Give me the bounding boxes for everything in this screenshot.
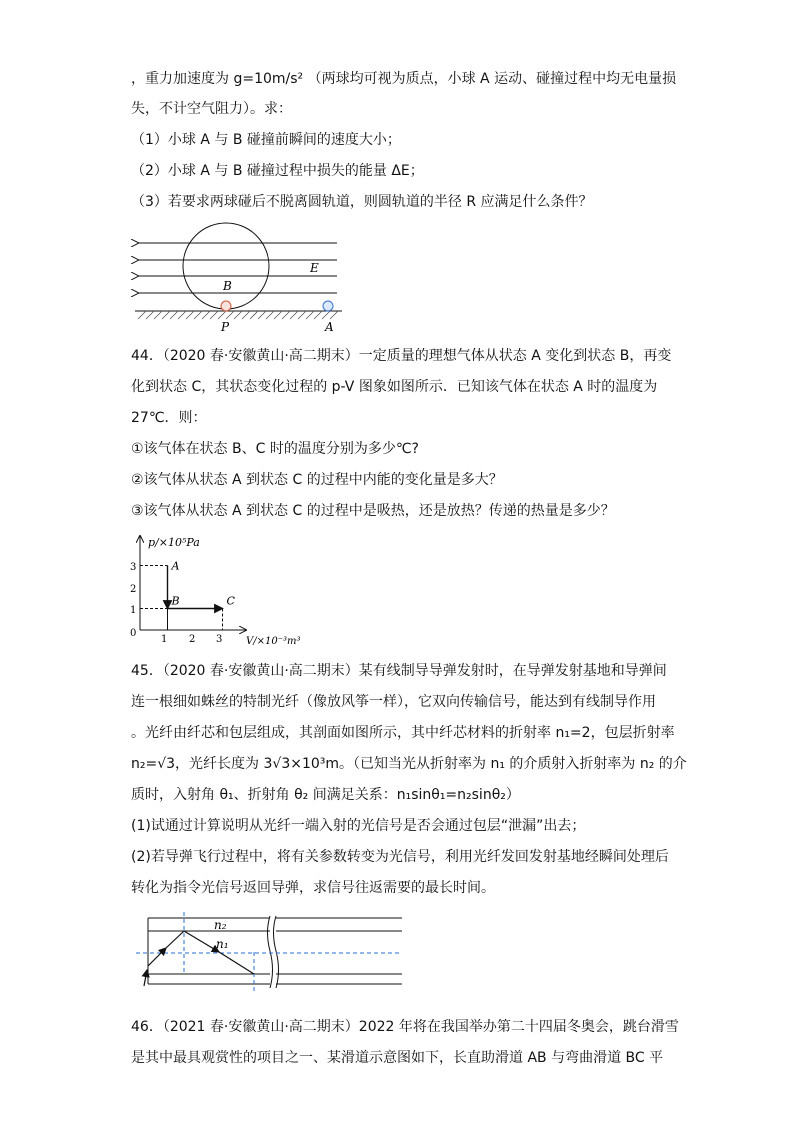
q45-subquestion-1: (1)试通过计算说明从光纤一端入射的光信号是否会通过包层“泄漏”出去；	[131, 818, 586, 834]
break-mark-left	[268, 916, 273, 988]
q43-subquestion-2: （2）小球 A 与 B 碰撞过程中损失的能量 ΔE；	[131, 163, 424, 179]
q45-line-5: 质时，入射角 θ₁、折射角 θ₂ 间满足关系：n₁sinθ₁=n₂sinθ₂）	[131, 787, 520, 803]
q45-line-2: 连一根细如蛛丝的特制光纤（像放风筝一样），它双向传输信号，能达到有线制导作用	[131, 694, 656, 710]
q45-subquestion-2b: 转化为指令光信号返回导弹，求信号往返需要的最长时间。	[131, 880, 495, 896]
label-a: A	[325, 320, 334, 334]
refracted-ray-2	[166, 931, 184, 948]
optical-fiber-figure	[134, 912, 404, 998]
q45-line-4: n₂=√3，光纤长度为 3√3×10³m。（已知当光从折射率为 n₁ 的介质射入折射率为 n₂ 的介	[131, 756, 687, 772]
q45-line-3: 。光纤由纤芯和包层组成，其剖面如图所示，其中纤芯材料的折射率 n₁=2，包层折射率	[131, 725, 675, 741]
q44-subquestion-2: ②该气体从状态 A 到状态 C 的过程中内能的变化量是多大？	[131, 472, 503, 488]
x-tick-2: 2	[189, 634, 196, 645]
origin-label: 0	[130, 628, 137, 639]
q44-line-1: 44．（2020 春·安徽黄山·高二期末）一定质量的理想气体从状态 A 变化到状态 B，再变	[131, 348, 672, 364]
x-axis-label: V/×10⁻³m³	[246, 636, 301, 647]
point-label-a: A	[171, 559, 180, 573]
pv-graph	[128, 530, 318, 648]
q45-line-1: 45．（2020 春·安徽黄山·高二期末）某有线制导导弹发射时，在导弹发射基地和导弹间	[131, 663, 667, 679]
label-n2: n₂	[214, 918, 227, 932]
y-tick-1: 1	[130, 605, 137, 616]
reflected-ray-1	[184, 931, 219, 952]
field-lines	[138, 243, 337, 293]
label-p: P	[221, 320, 230, 334]
label-e: E	[310, 261, 319, 275]
q43-subquestion-1: （1）小球 A 与 B 碰撞前瞬间的速度大小；	[131, 132, 401, 148]
q46-line-2: 是其中最具观赏性的项目之一、某滑道示意图如下，长直助滑道 AB 与弯曲滑道 BC 平	[131, 1050, 664, 1066]
reflected-ray-2	[219, 952, 254, 974]
refracted-ray-1	[148, 948, 166, 966]
x-tick-3: 3	[216, 634, 223, 645]
y-tick-3: 3	[130, 562, 137, 573]
x-tick-1: 1	[161, 634, 168, 645]
break-mark-right	[274, 916, 279, 988]
q44-subquestion-3: ③该气体从状态 A 到状态 C 的过程中是吸热，还是放热？传递的热量是多少？	[131, 503, 615, 519]
circular-track	[183, 223, 269, 309]
q45-subquestion-2a: (2)若导弹飞行过程中，将有关参数转变为光信号，利用光纤发回发射基地经瞬间处理后	[131, 849, 669, 865]
label-b: B	[223, 279, 232, 293]
point-label-b: B	[171, 594, 180, 608]
guide-lines	[140, 566, 223, 631]
q43-subquestion-3: （3）若要求两球碰后不脱离圆轨道，则圆轨道的半径 R 应满足什么条件？	[131, 194, 593, 210]
point-label-c: C	[226, 594, 235, 608]
ball-b	[221, 301, 231, 311]
q46-line-1: 46．（2021 春·安徽黄山·高二期末）2022 年将在我国举办第二十四届冬奥会，跳台滑雪	[131, 1019, 679, 1035]
y-axis-label: p/×10⁵Pa	[148, 536, 200, 549]
label-n1: n₁	[216, 937, 229, 951]
ground-hatch	[138, 311, 338, 319]
y-tick-2: 2	[130, 584, 137, 595]
ball-a	[323, 301, 333, 311]
circular-track-figure	[130, 218, 350, 338]
q43-line-1: ，重力加速度为 g=10m/s² （两球均可视为质点，小球 A 运动、碰撞过程中均无电量损	[131, 71, 677, 87]
q43-line-2: 失，不计空气阻力）。求：	[131, 101, 292, 117]
q44-line-3: 27℃．则：	[131, 410, 207, 426]
q44-subquestion-1: ①该气体在状态 B、C 时的温度分别为多少℃?	[131, 441, 419, 457]
incident-ray	[144, 970, 147, 986]
q44-line-2: 化到状态 C，其状态变化过程的 p-V 图象如图所示．已知该气体在状态 A 时的温度为	[131, 379, 658, 395]
